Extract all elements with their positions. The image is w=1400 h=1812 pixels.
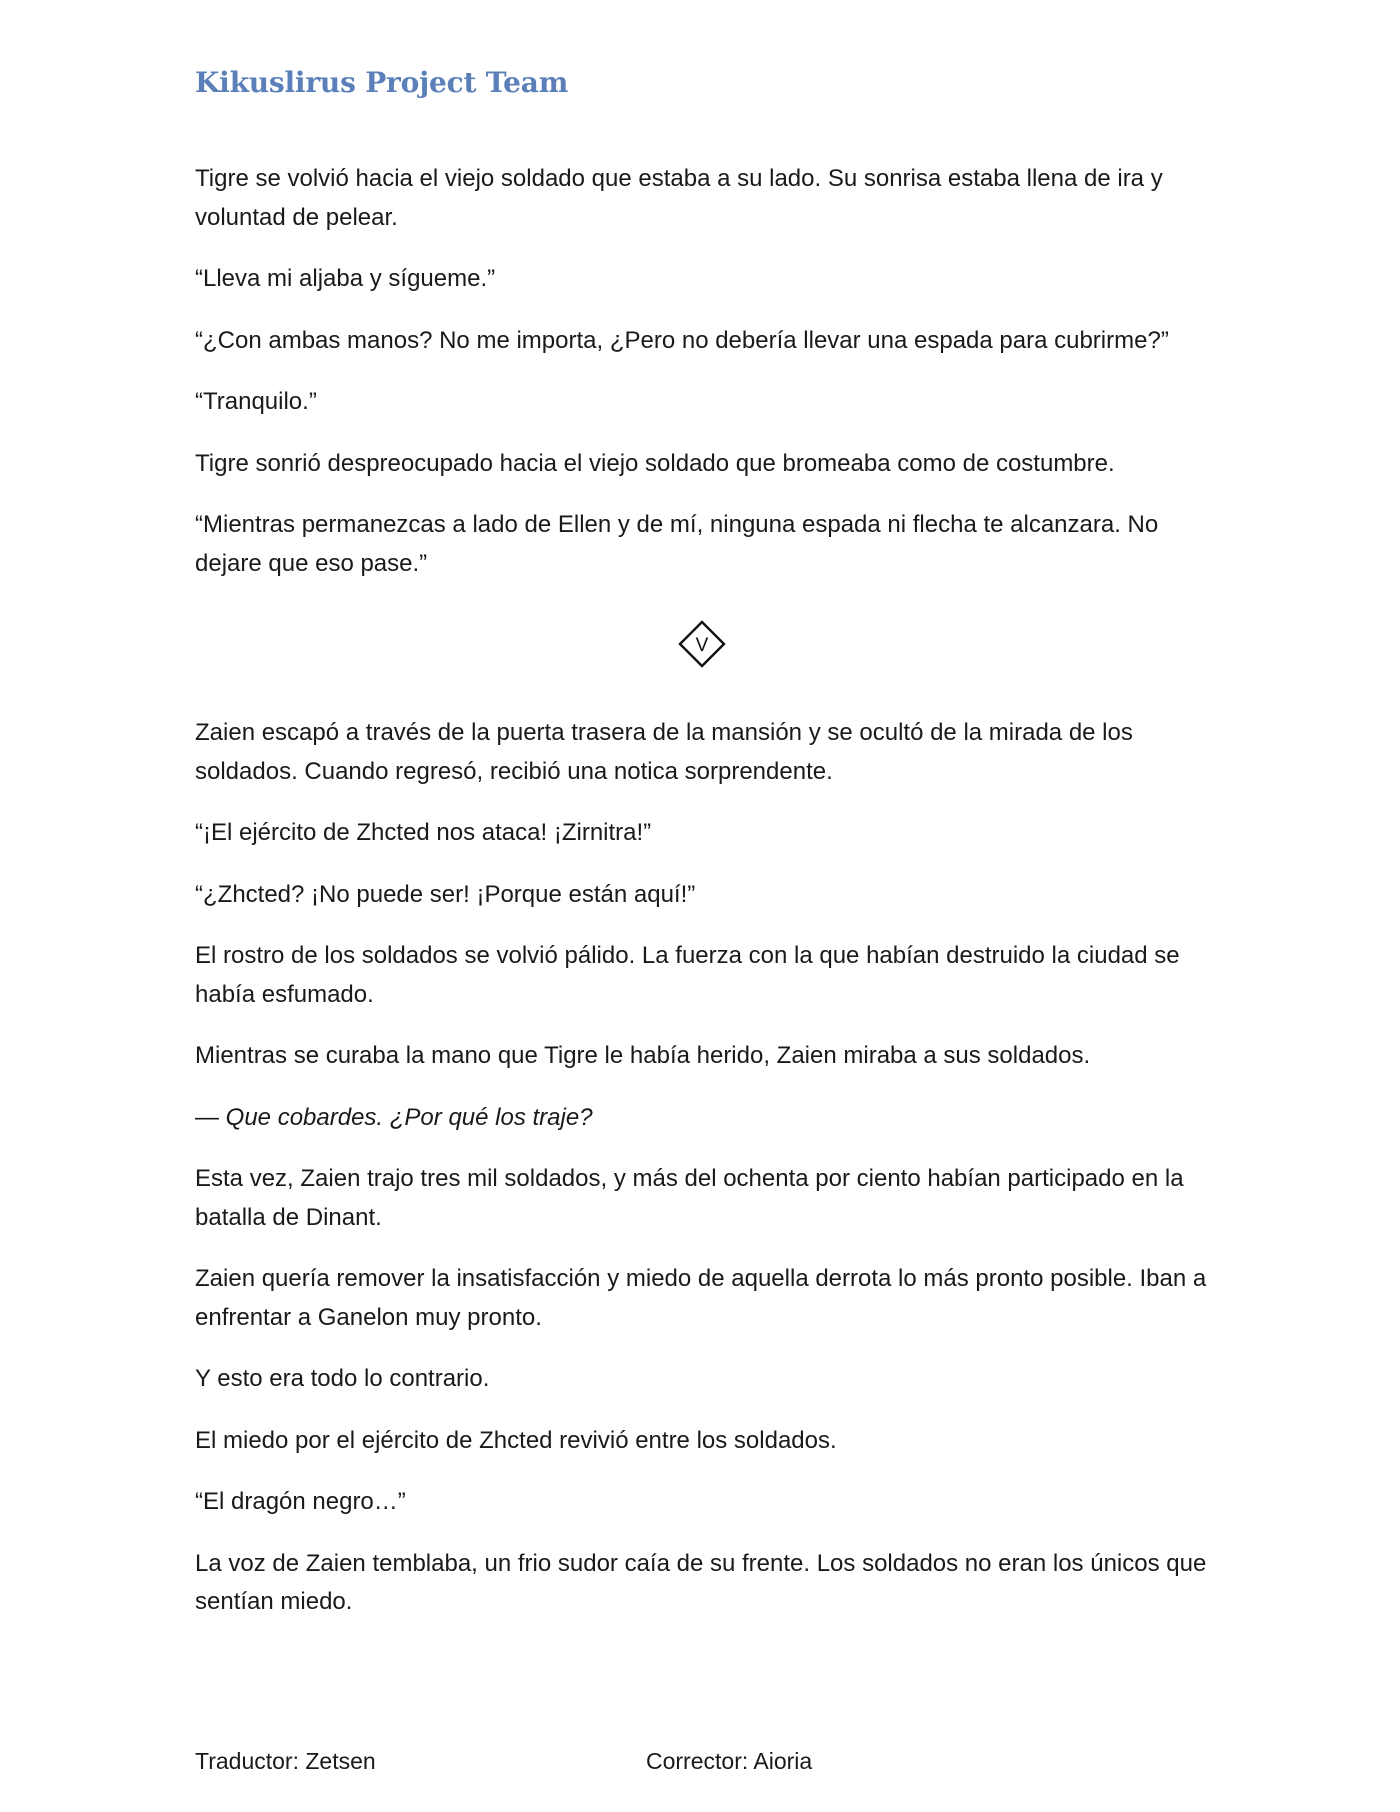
paragraph: “¿Zhcted? ¡No puede ser! ¡Porque están aquí!” bbox=[195, 880, 696, 908]
paragraph: “¡El ejército de Zhcted nos ataca! ¡Zirnitra!” bbox=[195, 819, 652, 846]
paragraph: “El dragón negro…” bbox=[195, 1488, 406, 1515]
paragraph: Zaien quería remover la insatisfacción y miedo de aquella derrota lo más pronto posible. Iban a enfrentar a Ganelon muy pronto. bbox=[195, 1265, 1207, 1331]
paragraph: “Lleva mi aljaba y sígueme.” bbox=[195, 265, 496, 292]
thought-paragraph: — Que cobardes. ¿Por qué los traje? bbox=[195, 1103, 593, 1131]
section-2 bbox=[195, 714, 1215, 1645]
paragraph: Tigre sonrió despreocupado hacia el viejo soldado que bromeaba como de costumbre. bbox=[195, 449, 1115, 477]
paragraph: Y esto era todo lo contrario. bbox=[195, 1365, 490, 1392]
paragraph: Esta vez, Zaien trajo tres mil soldados, y más del ochenta por ciento habían participado en la batalla de Dinant. bbox=[195, 1165, 1184, 1231]
paragraph: “Tranquilo.” bbox=[195, 388, 317, 415]
diamond-v-icon bbox=[678, 620, 726, 668]
corrector-credit: Corrector: Aioria bbox=[646, 1748, 813, 1774]
header-title: Kikuslirus Project Team bbox=[195, 66, 569, 99]
separator-letter: V bbox=[695, 635, 709, 656]
paragraph: Tigre se volvió hacia el viejo soldado que estaba a su lado. Su sonrisa estaba llena de ira y voluntad de pelear. bbox=[195, 165, 1163, 231]
paragraph: El miedo por el ejército de Zhcted revivió entre los soldados. bbox=[195, 1426, 837, 1454]
paragraph: El rostro de los soldados se volvió pálido. La fuerza con la que habían destruido la ciudad se había esfumado. bbox=[195, 942, 1180, 1008]
paragraph: “¿Con ambas manos? No me importa, ¿Pero no debería llevar una espada para cubrirme?” bbox=[195, 326, 1169, 354]
section-1 bbox=[195, 160, 1215, 606]
paragraph: La voz de Zaien temblaba, un frio sudor caía de su frente. Los soldados no eran los únicos que sentían miedo. bbox=[195, 1549, 1207, 1615]
paragraph: Mientras se curaba la mano que Tigre le había herido, Zaien miraba a sus soldados. bbox=[195, 1042, 1091, 1069]
paragraph: Zaien escapó a través de la puerta trasera de la mansión y se ocultó de la mirada de los soldados. Cuando regresó, recibió una notica sorprendente. bbox=[195, 719, 1133, 785]
paragraph: “Mientras permanezcas a lado de Ellen y de mí, ninguna espada ni flecha te alcanzara. No dejare que eso pase.” bbox=[195, 511, 1159, 577]
translator-credit: Traductor: Zetsen bbox=[195, 1748, 376, 1774]
